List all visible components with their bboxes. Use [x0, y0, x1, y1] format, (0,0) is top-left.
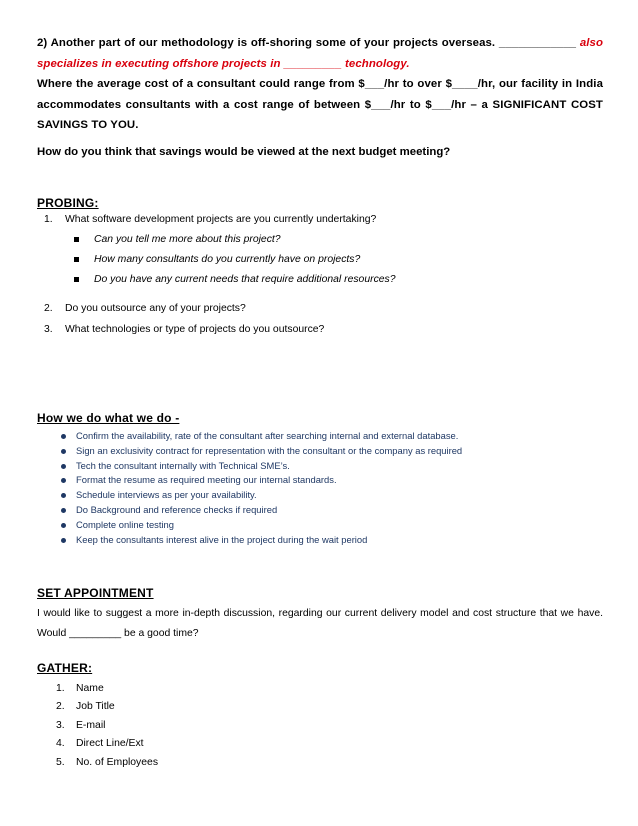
how-heading: How we do what we do -: [37, 411, 180, 425]
item-number: 4.: [56, 738, 65, 750]
probing-list-1: [44, 214, 376, 225]
probing-heading: PROBING:: [37, 196, 99, 210]
item-number: 1.: [44, 214, 53, 225]
item-text: Do Background and reference checks if required: [76, 503, 278, 515]
list-item: [56, 717, 158, 735]
item-text: Can you tell me more about this project?: [94, 234, 281, 245]
bullet-icon: [61, 523, 66, 528]
bullet-icon: [61, 538, 66, 543]
item-number: 3.: [44, 324, 53, 335]
item-text: Keep the consultants interest alive in the project during the wait period: [76, 533, 368, 545]
company-blank: ____________: [498, 37, 577, 49]
bullet-icon: [61, 449, 66, 454]
list-item: [60, 518, 462, 533]
item-text: Direct Line/Ext: [76, 738, 144, 750]
item-text: E-mail: [76, 719, 106, 731]
appointment-heading: SET APPOINTMENT: [37, 586, 154, 600]
item-text: Do you have any current needs that require additional resources?: [94, 274, 396, 285]
list-item: [60, 429, 462, 444]
square-bullet-icon: [74, 277, 79, 282]
list-item: [56, 680, 158, 698]
list-item: [60, 459, 462, 474]
item-text: How many consultants do you currently have on projects?: [94, 254, 361, 265]
item-number: 3.: [56, 719, 65, 731]
intro-text: 2) Another part of our methodology is off-shoring some of your projects overseas.: [37, 37, 496, 49]
item-text: Do you outsource any of your projects?: [65, 303, 246, 314]
list-item: [44, 303, 324, 324]
item-text: Confirm the availability, rate of the consultant after searching internal and external database.: [76, 430, 459, 441]
list-item: [60, 503, 462, 518]
cost-text: Where the average cost of a consultant could range from $___/hr to over $____/hr, our facility in India accommodates consultants with a cost range of between $___/hr to $___/hr – a SIGNIFICANT COST SAVINGS TO YOU.: [37, 78, 603, 131]
item-number: 2.: [56, 701, 65, 713]
list-item: [56, 698, 158, 716]
offshore-paragraph: [37, 33, 603, 136]
list-item: [56, 754, 158, 772]
probing-sublist: [74, 232, 396, 292]
list-item: [74, 232, 396, 252]
item-text: What software development projects are you currently undertaking?: [65, 214, 377, 225]
square-bullet-icon: [74, 257, 79, 262]
bullet-icon: [61, 478, 66, 483]
bullet-icon: [61, 464, 66, 469]
item-text: What technologies or type of projects do you outsource?: [65, 324, 325, 335]
item-number: 2.: [44, 303, 53, 314]
how-bullet-list: [60, 429, 462, 547]
list-item: [60, 488, 462, 503]
list-item: [60, 473, 462, 488]
list-item: [44, 324, 324, 335]
square-bullet-icon: [74, 237, 79, 242]
item-number: 5.: [56, 756, 65, 768]
list-item: [60, 533, 462, 548]
item-number: 1.: [56, 683, 65, 694]
list-item: [56, 735, 158, 753]
item-text: Name: [76, 683, 104, 694]
technology-text: technology.: [345, 57, 410, 70]
appointment-text: I would like to suggest a more in-depth discussion, regarding our current delivery model and cost structure that we have. Would _________ be a good time?: [37, 608, 603, 639]
item-text: Schedule interviews as per your availability.: [76, 489, 257, 501]
item-text: Job Title: [76, 701, 115, 713]
list-item: [74, 252, 396, 272]
gather-list: [56, 680, 158, 772]
specializes-text: also specializes in executing offshore projects in: [37, 37, 604, 70]
technology-blank: _________: [283, 57, 342, 70]
item-text: Sign an exclusivity contract for representation with the consultant or the company as required: [76, 444, 463, 456]
bullet-icon: [61, 493, 66, 498]
item-text: Tech the consultant internally with Technical SME’s.: [76, 459, 290, 471]
probing-list-2: [44, 303, 324, 335]
gather-heading: GATHER:: [37, 661, 93, 675]
bullet-icon: [61, 434, 66, 439]
budget-question: How do you think that savings would be viewed at the next budget meeting?: [37, 146, 451, 158]
item-text: Complete online testing: [76, 518, 174, 530]
list-item: [44, 214, 376, 225]
list-item: [60, 444, 462, 459]
bullet-icon: [61, 508, 66, 513]
item-text: No. of Employees: [76, 756, 159, 768]
item-text: Format the resume as required meeting our internal standards.: [76, 474, 337, 486]
list-item: [74, 272, 396, 292]
